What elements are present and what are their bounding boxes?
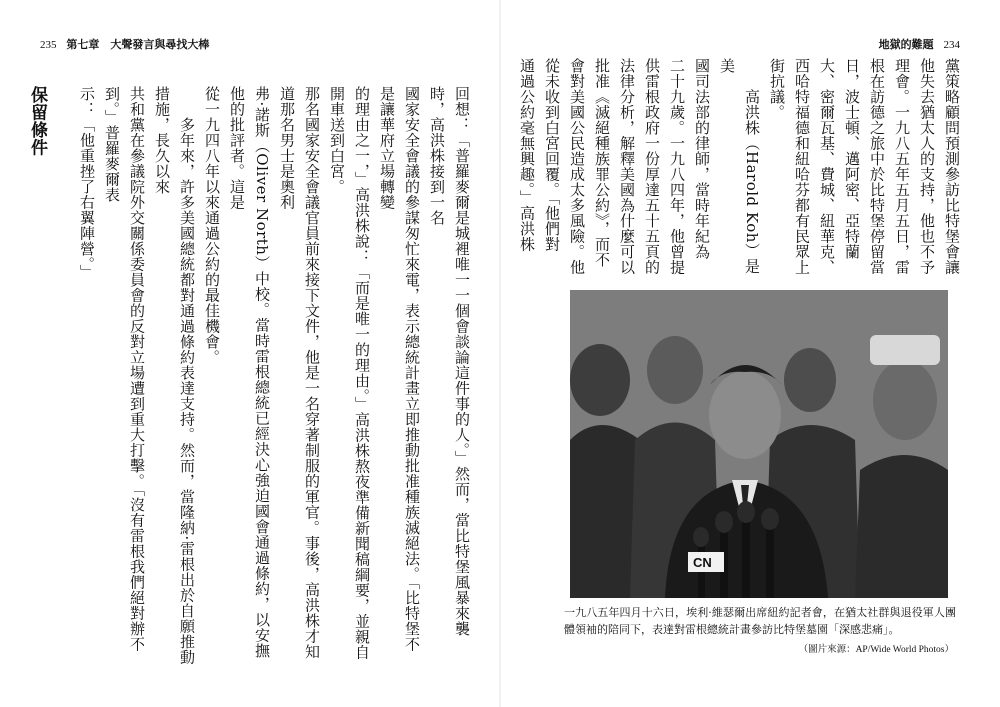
text-column: 他失去猶太人的支持，他也不予 <box>918 58 936 275</box>
text-column: 黨策略顧問預測參訪比特堡會讓 <box>943 58 961 275</box>
text-column: 示：「他重挫了右翼陣營。」 <box>78 86 96 280</box>
left-body-text <box>27 86 474 666</box>
left-page-number: 235 <box>40 39 57 51</box>
text-column <box>0 86 24 666</box>
text-column: 回想：「普羅麥爾是城裡唯一一個會談論這件事的人。」然而，當比特堡風暴來襲時，高洪株接到一名 <box>428 86 471 637</box>
text-column: 多年來，許多美國總統都對通過條約表達支持。然而，當隆納·雷根出於自願推動措施，長久以來 <box>153 86 196 665</box>
text-column: 大、密爾瓦基、費城、紐華克、 <box>818 58 836 275</box>
text-column: 會對美國公民造成太多風險。他 <box>568 58 586 275</box>
right-book-title: 地獄的難題 <box>878 38 934 51</box>
right-page-number: 234 <box>943 39 960 51</box>
text-column: 弗·諾斯（Oliver North）中校。當時雷根總統已經決心強迫國會通過條約，以安撫他的批評者。這是 <box>228 86 271 659</box>
right-page <box>500 0 1000 707</box>
text-column: 街抗議。 <box>768 58 786 120</box>
text-column: 批准《滅絕種族罪公約》，而不 <box>593 58 611 268</box>
text-column: 二十九歲。一九八四年，他曾提 <box>668 58 686 275</box>
text-column: 供雷根政府一份厚達五十五頁的 <box>643 58 661 275</box>
press-conference-photo <box>570 290 948 598</box>
text-column: 根在訪德之旅中於比特堡停留當 <box>868 58 886 275</box>
text-column: 西哈特福德和紐哈芬都有民眾上 <box>793 58 811 275</box>
section-heading: 保留條件 <box>27 86 47 156</box>
microphone-logo: CN <box>693 555 712 570</box>
right-body-text <box>518 58 964 280</box>
text-column: 國家安全會議的參謀匆忙來電，表示總統計畫立即推動批准種族滅絕法。「比特堡不是讓華府立場轉變 <box>378 86 421 652</box>
photo-illustration <box>570 290 948 598</box>
left-chapter-title: 第七章 大聲發言與尋找大棒 <box>66 38 210 51</box>
text-column: 法律分析，解釋美國為什麼可以 <box>618 58 636 275</box>
text-column: 那名國家安全會議官員前來接下文件，他是一名穿著制服的軍官。事後，高洪株才知道那名男士是奧利 <box>278 86 321 660</box>
text-column: 理會。一九八五年五月五日，雷 <box>893 58 911 275</box>
text-column: 從未收到白宮回覆。「他們對 <box>543 58 561 252</box>
text-column: 國司法部的律師，當時年紀為 <box>693 58 711 260</box>
text-column <box>49 86 74 666</box>
text-column: 通過公約毫無興趣。」高洪株 <box>518 58 536 252</box>
text-column: 日，波士頓、邁阿密、亞特蘭 <box>843 58 861 260</box>
text-column: 從一九四八年以來通過公約的最佳機會。 <box>203 86 221 365</box>
right-running-head <box>879 36 966 52</box>
text-column: 共和黨在參議院外交關係委員會的反對立場遭到重大打擊。「沒有雷根我們絕對辦不到。」普羅麥爾表 <box>103 86 146 652</box>
text-column: 的理由之一，」高洪株說：「而是唯一的理由。」高洪株熬夜準備新聞稿綱要，並親自開車送到白宮。 <box>328 86 371 660</box>
photo-caption: 一九八五年四月十六日，埃利·維瑟爾出席紐約記者會，在猶太社群與退役軍人團體領袖的陪同下，表達對雷根總統計畫參訪比特堡墓園「深感悲痛」。 <box>564 606 956 636</box>
photo-credit: （圖片來源：AP/Wide World Photos） <box>798 645 954 655</box>
left-running-head <box>34 36 209 52</box>
text-column: 高洪株（Harold Koh）是美 <box>718 58 761 274</box>
